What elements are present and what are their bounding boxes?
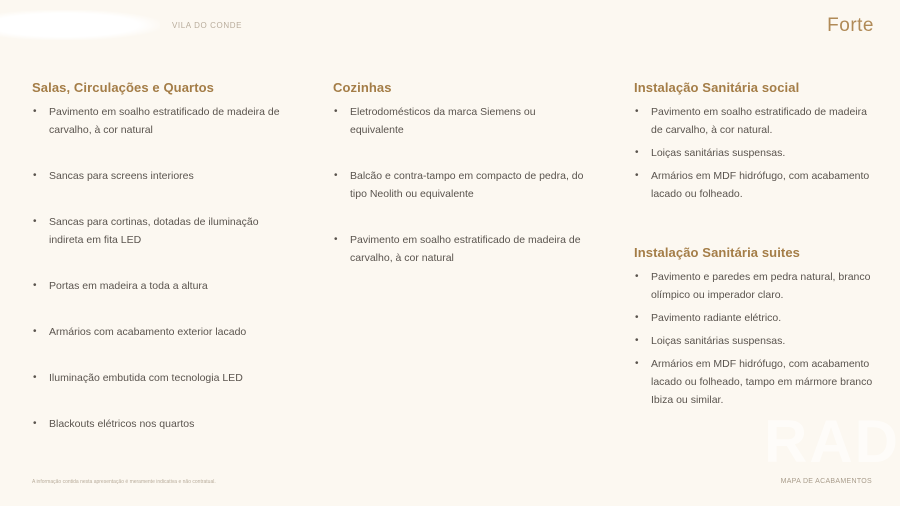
column-living-areas: [32, 80, 292, 461]
list-item: • Iluminação embutida com tecnologia LED: [32, 369, 292, 387]
section-title: Instalação Sanitária suites: [634, 245, 800, 260]
watermark-logo: RAD: [764, 408, 900, 475]
feature-list: [333, 103, 588, 267]
footer-document-title: MAPA DE ACABAMENTOS: [780, 478, 872, 485]
list-item: • Pavimento em soalho estratificado de madeira de carvalho, à cor natural.: [634, 103, 879, 139]
list-item: • Pavimento em soalho estratificado de madeira de carvalho, à cor natural: [32, 103, 292, 139]
footer-disclaimer: A informação contida nesta apresentação é meramente indicativa e não contratual.: [32, 479, 216, 485]
section-title: Instalação Sanitária social: [634, 80, 800, 95]
section-title: Cozinhas: [333, 80, 392, 95]
list-item: • Blackouts elétricos nos quartos: [32, 415, 292, 433]
list-item: • Pavimento em soalho estratificado de madeira de carvalho, à cor natural: [333, 231, 588, 267]
list-item: • Portas em madeira a toda a altura: [32, 277, 292, 295]
list-item: • Armários em MDF hidrófugo, com acabamento lacado ou folheado, tampo em mármore branco Ibiza ou similar.: [634, 355, 879, 409]
feature-list: [634, 103, 879, 203]
brand-logo: Forte: [827, 15, 874, 36]
list-item: • Sancas para screens interiores: [32, 167, 292, 185]
list-item: • Armários com acabamento exterior lacado: [32, 323, 292, 341]
list-item: • Armários em MDF hidrófugo, com acabamento lacado ou folheado.: [634, 167, 879, 203]
list-item: • Balcão e contra-tampo em compacto de pedra, do tipo Neolith ou equivalente: [333, 167, 588, 203]
list-item: • Sancas para cortinas, dotadas de iluminação indireta em fita LED: [32, 213, 292, 249]
header-smudge: [0, 10, 160, 40]
column-bathrooms: [634, 80, 879, 414]
list-item: • Loiças sanitárias suspensas.: [634, 332, 879, 350]
list-item: • Loiças sanitárias suspensas.: [634, 144, 879, 162]
feature-list: [634, 268, 879, 409]
list-item: • Pavimento radiante elétrico.: [634, 309, 879, 327]
feature-list: [32, 103, 292, 433]
section-title: Salas, Circulações e Quartos: [32, 80, 214, 95]
location-label: VILA DO CONDE: [172, 21, 243, 30]
list-item: • Eletrodomésticos da marca Siemens ou equivalente: [333, 103, 588, 139]
column-kitchens: [333, 80, 588, 295]
list-item: • Pavimento e paredes em pedra natural, branco olímpico ou imperador claro.: [634, 268, 879, 304]
